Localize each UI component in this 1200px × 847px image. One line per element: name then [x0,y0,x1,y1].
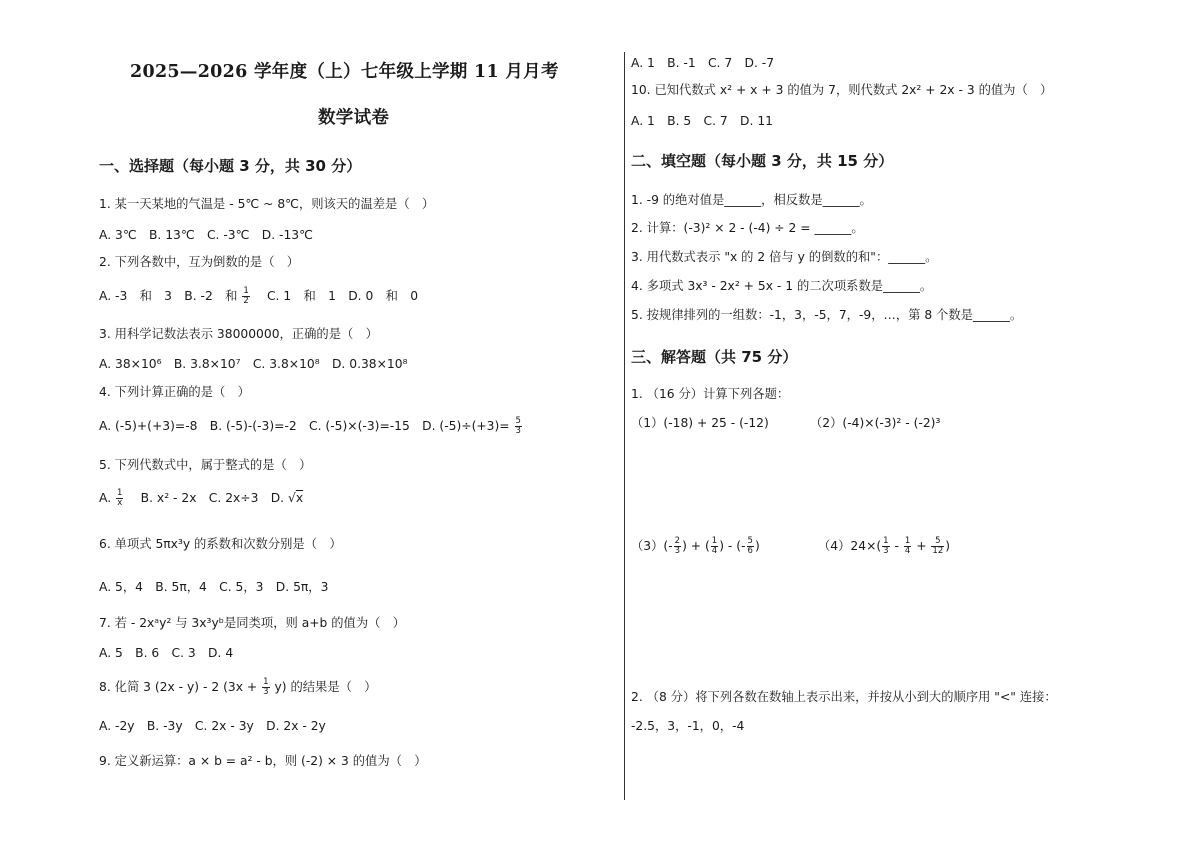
p1-part-2: （2）(-4)×(-3)² - (-2)³ [810,416,941,430]
q8-options: A. -2y B. -3y C. 2x - 3y D. 2x - 2y [99,719,326,733]
q2-opt-pre: A. -3 和 3 B. -2 和 [99,289,238,303]
section1-heading: 一、选择题（每小题 3 分，共 30 分） [99,157,362,175]
fill-item-5: 5. 按规律排列的一组数：-1，3，-5，7，-9，…，第 8 个数是______。 [631,308,1023,322]
p3-frac-3: $\frac{5}{6}$ [747,536,753,556]
q10-options: A. 1 B. 5 C. 7 D. 11 [631,114,773,128]
q2-stem: 2. 下列各数中，互为倒数的是（ ） [99,255,300,269]
exam-subtitle: 数学试卷 [318,108,390,128]
fill-item-4: 4. 多项式 3x³ - 2x² + 5x - 1 的二次项系数是______。 [631,279,933,293]
p4-mid-2: + [912,539,931,553]
p4-frac-3: $\frac{5}{12}$ [932,536,944,556]
p4-frac-2: $\frac{1}{4}$ [904,536,911,556]
p3-frac-1: $\frac{2}{3}$ [674,536,681,556]
p1-part-4 [818,536,950,556]
p4-end: ) [945,539,951,553]
p3-end: ) [754,539,760,553]
q6-stem: 6. 单项式 5πx³y 的系数和次数分别是（ ） [99,537,342,551]
q7-options: A. 5 B. 6 C. 3 D. 4 [99,646,234,660]
fill-item-3: 3. 用代数式表示 "x 的 2 倍与 y 的倒数的和"：______。 [631,250,938,264]
q4-fraction: $\frac{5}{3}$ [515,416,521,436]
q3-stem: 3. 用科学记数法表示 38000000，正确的是（ ） [99,327,378,341]
p4-mid-1: - [890,539,903,553]
q2-options [99,286,418,306]
q5-sqrt-arg: x [295,491,304,505]
column-divider [624,52,625,800]
q2-opt-post: C. 1 和 1 D. 0 和 0 [254,289,419,303]
q8-stem [99,677,377,697]
q7-stem: 7. 若 - 2xᵃy² 与 3x³yᵇ是同类项，则 a+b 的值为（ ） [99,616,406,630]
section2-heading: 二、填空题（每小题 3 分，共 15 分） [631,152,894,170]
p4-label: （4）24×( [818,539,882,553]
q5-stem: 5. 下列代数式中，属于整式的是（ ） [99,458,312,472]
q1-options: A. 3℃ B. 13℃ C. -3℃ D. -13℃ [99,228,313,242]
sqrt-symbol: √ [288,491,296,505]
q8-fraction: $\frac{1}{3}$ [263,677,269,697]
p2-numbers: -2.5，3，-1，0，-4 [631,719,745,733]
p1-stem: 1. （16 分）计算下列各题： [631,387,790,401]
fill-item-1: 1. -9 的绝对值是______，相反数是______。 [631,193,872,207]
p3-label: （3）(- [631,539,673,553]
q8-stem-pre: 8. 化简 3 (2x - y) - 2 (3x + [99,680,258,694]
q4-opt-pre: A. (-5)+(+3)=-8 B. (-5)-(-3)=-2 C. (-5)×(-3)=-15 D. (-5)÷(+3)= [99,419,510,433]
q3-options: A. 38×10⁶ B. 3.8×10⁷ C. 3.8×10⁸ D. 0.38×10⁸ [99,357,408,371]
p1-part-1: （1）(-18) + 25 - (-12) [631,416,769,430]
q1-stem: 1. 某一天某地的气温是 - 5℃ ~ 8℃，则该天的温差是（ ） [99,197,435,211]
q5-options [99,488,303,508]
q4-options [99,416,523,436]
q6-options: A. 5，4 B. 5π，4 C. 5，3 D. 5π，3 [99,580,329,594]
q9-options: A. 1 B. -1 C. 7 D. -7 [631,56,775,70]
section3-heading: 三、解答题（共 75 分） [631,348,798,366]
q5-opt-a: A. [99,491,112,505]
p1-part-3 [631,536,760,556]
q5-fraction: $\frac{1}{x}$ [117,488,123,508]
p2-stem: 2. （8 分）将下列各数在数轴上表示出来，并按从小到大的顺序用 "<" 连接： [631,690,1057,704]
q8-stem-post: y) 的结果是（ ） [274,680,377,694]
p4-frac-1: $\frac{1}{3}$ [883,536,889,556]
p3-frac-2: $\frac{1}{4}$ [711,536,718,556]
q5-opt-mid: B. x² - 2x C. 2x÷3 D. [128,491,285,505]
q4-stem: 4. 下列计算正确的是（ ） [99,385,250,399]
q10-stem: 10. 已知代数式 x² + x + 3 的值为 7，则代数式 2x² + 2x - 3 的值为（ ） [631,83,1053,97]
q2-fraction: $\frac{1}{2}$ [243,286,249,306]
fill-item-2: 2. 计算：(-3)² × 2 - (-4) ÷ 2 = ______。 [631,221,864,235]
p3-mid-2: ) - (- [719,539,746,553]
exam-title: 2025—2026 学年度（上）七年级上学期 11 月月考 [130,62,559,82]
p3-mid-1: ) + ( [682,539,710,553]
q9-stem: 9. 定义新运算：a × b = a² - b，则 (-2) × 3 的值为（ ） [99,754,427,768]
